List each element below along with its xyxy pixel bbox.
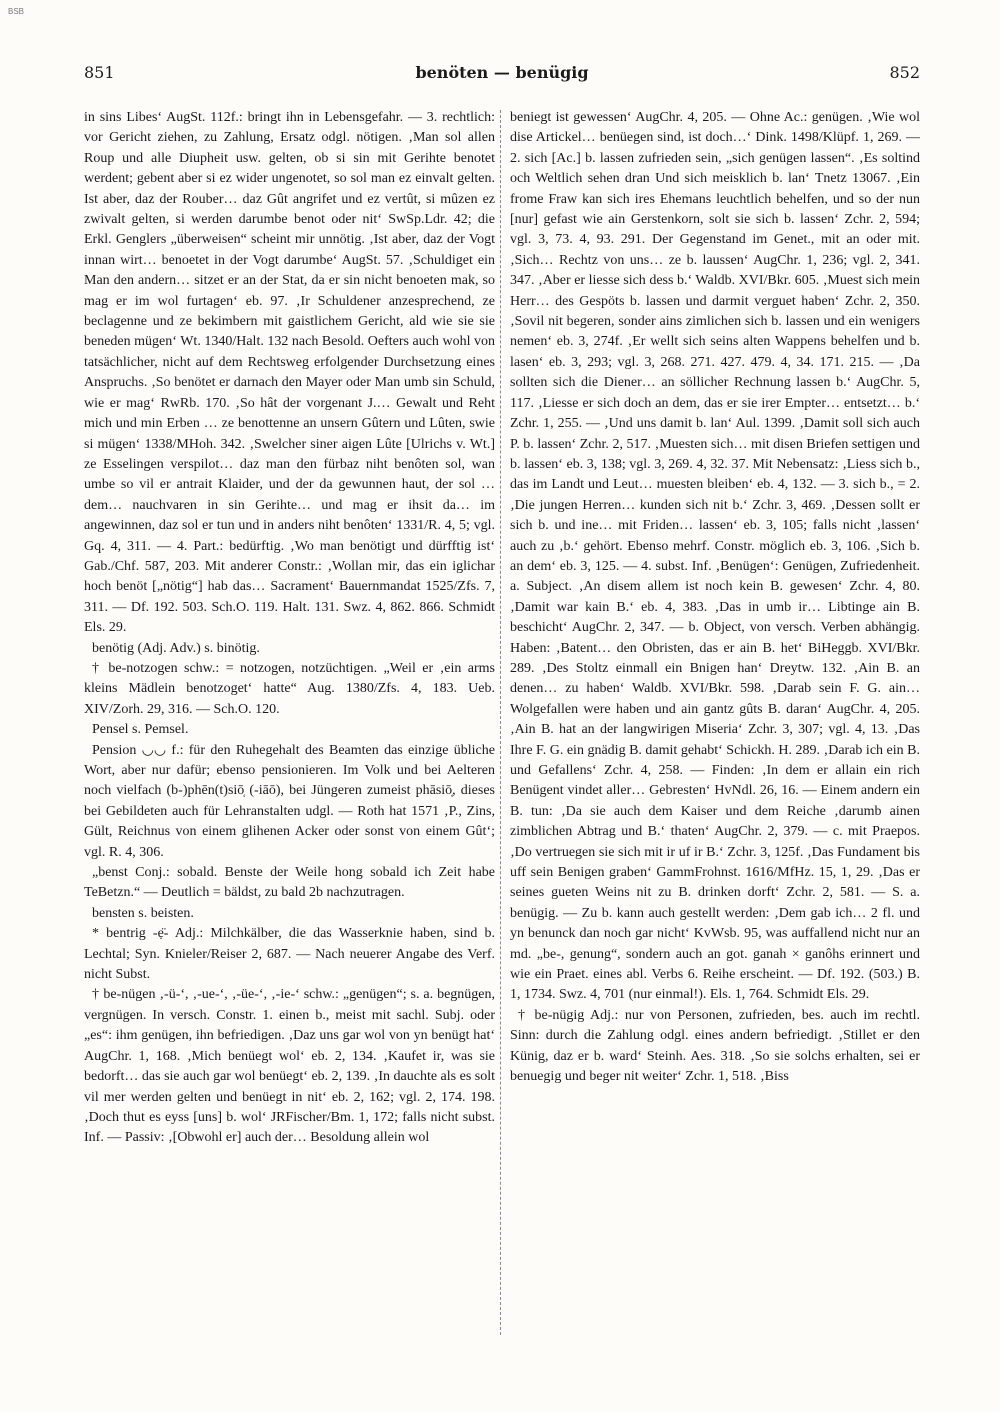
entry-benotzogen: † be-notzogen schw.: = notzogen, notzüchtigen. „Weil er ‚ein arms kleins Mädlein benotzoget‘ hatte“ Aug. 1380/Zfs. 4, 183. Ueb. XIV/Zorh. 29, 316. — Sch.O. 120. [84, 660, 495, 717]
entry-benuegig: † be-nügig Adj.: nur von Personen, zufrieden, bes. auch im rechtl. Sinn: durch die Zahlung odgl. eines andern befriedigt. ‚Stillet er den Künig, daz er b. ward‘ Steinh. Aes. 318. ‚So sie solchs erhalten, sei er benuegig und beger nit weiter‘ Zchr. 1, 518. ‚Biss [510, 1007, 920, 1085]
entry-benst: „benst Conj.: sobald. Benste der Weile hong sobald ich Zeit habe TeBetzn.“ — Deutlich = bäldst, zu bald 2b nachzutragen. [84, 865, 495, 901]
left-column [84, 108, 495, 1338]
column-divider [500, 110, 501, 1335]
entry-benoetig: benötig (Adj. Adv.) s. binötig. [92, 640, 260, 656]
right-column [510, 108, 920, 1338]
right-paragraph: beniegt ist gewessen‘ AugChr. 4, 205. — Ohne Ac.: genügen. ‚Wie wol dise Artickel… benüegen sind, ist doch…‘ Dink. 1498/Klüpf. 1, 269. — 2. sich [Ac.] b. lassen zufrieden sein, „sich genügen lassen“. ‚Es soltind och Weltlich sehen dran Und sich meisklich b. lan‘ Tnetz 13067. ‚Ein frome Fraw kan sich ires Ehemans leuchtlich behelfen, und so der nun [nur] gefast wie ain Gerstenkorn, solt sie sich b. lassen‘ Zchr. 2, 594; vgl. 3, 73. 4, 93. 291. Der Gegenstand im Genet., mit an oder mit. ‚Sich… Rechtz von uns… ze b. laussen‘ AugChr. 1, 236; vgl. 2, 341. 347. ‚Aber er liesse sich dess b.‘ Waldb. XVI/Bkr. 605. ‚Muest sich mein Herr… des Gespöts b. lassen und darmit verguet haben‘ Zchr. 2, 350. ‚Sovil nit begeren, sonder ains zimlichen sich b. lassen und ein wenigers nemen‘ eb. 3, 274f. ‚Er wellt sich seins alten Wappens behelfen und b. lasen‘ eb. 3, 293; vgl. 3, 268. 271. 427. 479. 4, 34. 171. 215. — ‚Da sollten sich die Diener… an söllicher Rechnung lassen b.‘ AugChr. 5, 117. ‚Liesse er sich doch an dem, das er sie irer Empter… entsetzt… b.‘ Zchr. 1, 255. — ‚Und uns damit b. lan‘ Aul. 1399. ‚Damit soll sich auch P. b. lassen‘ Zchr. 2, 517. ‚Muesten sich… mit disen Briefen settigen und b. lassen‘ eb. 3, 138; vgl. 3, 269. 4, 32. 37. Mit Nebensatz: ‚Liess sich b., das im Landt und Leut… muesten bleiben‘ eb. 4, 132. — 3. sich b., = 2. ‚Die jungen Herren… kunden sich nit b.‘ Zchr. 3, 469. ‚Dessen sollt er sich b. und ine… mit Friden… lassen‘ eb. 3, 105; falls nicht ‚lassen‘ auch zu ‚b.‘ gehört. Ebenso mehrf. Constr. möglich eb. 3, 106. ‚Sich b. an dem‘ eb. 3, 125. — 4. subst. Inf. ‚Benügen‘: Genügen, Zufriedenheit. a. Subject. ‚An disem allem ist noch kein B. gewesen‘ Zchr. 4, 80. ‚Damit war kain B.‘ eb. 4, 383. ‚Das in umb ir… Libtinge ain B. beschicht‘ AugChr. 2, 347. — b. Object, von versch. Verben abhängig. Haben: ‚Batent… den Obristen, das er ain B. het‘ BiHeggb. XVI/Bkr. 289. ‚Des Stoltz einmall ein Bnigen han‘ Dreytw. 132. ‚Ain B. an denen… zu haben‘ Waldb. XVI/Bkr. 598. ‚Darab sein F. G. ain… Wolgefallen were haben und ain gantz gûts B. daran‘ AugChr. 4, 205. ‚Ain B. hat an der langwirigen Miseria‘ Zchr. 3, 307; vgl. 4, 13. ‚Das Ihre F. G. ein gnädig B. damit gehabt‘ Schickh. H. 289. ‚Darab ich ein B. und Gefallens‘ Zchr. 4, 258. — Finden: ‚In dem er allain ein rich Benügent vindet aller… Gebresten‘ HvNdl. 26, 16. — Einem andern ein B. tun: ‚Da sie auch dem Kaiser und dem Reiche ‚darumb ainen zimblichen Abtrag und B.‘ thaten‘ AugChr. 2, 379. — c. mit Praepos. ‚Do vertruegen sie sich mit ir uf ir B.‘ Zchr. 3, 125f. ‚Das Fundament bis uff sein Benigen graben‘ GammFrohnst. 1616/MfHz. 15, 1, 29. ‚Das er seines gueten Weins nit zu B. drinken dorft‘ Zchr. 2, 581. — S. a. benügig. — Zu b. kann auch gestellt werden: ‚Dem gab ich… 2 fl. und yn benunck dan noch gar nicht‘ KvWsb. 95, was auffallend nicht nur an md. „be-, genung“, sondern auch an got. ganah × ganôhs erinnert und wie ein Praet. eines abl. Verbs 6. Reihe erscheint. — Df. 192. (503.) B. 1, 1734. Swz. 4, 701 (nur einmal!). Els. 1, 764. Schmidt Els. 29. [510, 110, 920, 1003]
page-number-right: 852 [889, 63, 920, 82]
entry-benuegen: † be-nügen ‚-ü-‘, ‚-ue-‘, ‚-üe-‘, ‚-ie-‘ schw.: „genügen“; s. a. begnügen, vergnügen. In versch. Constr. 1. einen b., meist mit sachl. Subj. oder „es“: ihm genügen, ihn befriedigen. ‚Daz uns gar wol von yn benügt hat‘ AugChr. 1, 168. ‚Mich benüegt wol‘ eb. 2, 134. ‚Kaufet ir, was sie bedorft… das sie auch gar wol benüegt‘ eb. 2, 139. ‚In dauchte als es solt vil mer werden gelten und benüegt in nit‘ eb. 2, 162; vgl. 2, 174. 198. ‚Doch thut es eyss [uns] b. wol‘ JRFischer/Bm. 1, 172; falls nicht subst. Inf. — Passiv: ‚[Obwohl er] auch der… Besoldung allein wol [84, 987, 495, 1146]
running-title: benöten — benügig [415, 63, 589, 82]
left-paragraph: in sins Libes‘ AugSt. 112f.: bringt ihn in Lebensgefahr. — 3. rechtlich: vor Gericht ziehen, zu Zahlung, Ersatz odgl. nötigen. ‚Man sol allen Roup und alle Diupheit usw. gelten, ob si sin mit Gerihte benotet werdent; gebent aber si ez wider ungenotet, so sol man ez einvalt gelten. Ist aber, daz der Rouber… daz Gût angrifet und ez vertût, si mûzen ez zwivalt gelten, si werden darumbe benot oder nit‘ SwSp.Ldr. 42; die Erkl. Genglers „überweisen“ scheint mir unnötig. ‚Ist aber, daz der Vogt innan wirt… benoetet in der Vogt darumbe‘ AugSt. 57. ‚Schuldiget ein Man den andern… sitzet er an der Stat, da er sin nicht benoeten mak, so mag er im wol furtagen‘ eb. 97. ‚Ir Schuldener anzesprechend, ze beclagenne und ze bekimbern mit gaistlichem Gericht, ald wie sie sie beneden mügen‘ Wt. 1340/Halt. 132 nach Besold. Oefters auch wohl von tatsächlicher, nicht auf dem Rechtsweg erfolgender Durchsetzung eines Anspruchs. ‚So benötet er darnach den Mayer oder Man umb sin Schuld, wie er mag‘ RwRb. 170. ‚So hât der vorgenant J.… Gewalt und Reht mich und min Erben … ze benottenne an unsern Gûtern und Lûten, swie si mügen‘ 1338/MHoh. 342. ‚Swelcher siner aigen Lûte [Ulrichs v. Wt.] ze Esselingen verspilot… daz man den fürbaz niht benôten sol, wan umbe so vil er antrait Klaider, und der da gewunnen haut, der sol … dem… nauchvaren in sin Gerihte… und mag er ihsit da… im angewinnen, daz sol er tun und in anders niht benôten‘ 1331/R. 4, 5; vgl. Gq. 4, 311. — 4. Part.: bedürftig. ‚Wo man benötigt und dürfftig ist‘ Gab./Chf. 587, 203. Mit anderer Constr.: ‚Wollan mir, das ein iglichar hoch benöt [„nötig“] hab das… Sacrament‘ Bauernmandat 1525/Zfs. 7, 311. — Df. 192. 503. Sch.O. 119. Halt. 131. Swz. 4, 862. 866. Schmidt Els. 29. [84, 110, 495, 636]
entry-bentrig: * bentrig -ẹ̈- Adj.: Milchkälber, die das Wasserknie haben, sind b. Lechtal; Syn. Knieler/Reiser 2, 687. — Nach neuerer Angabe des Verf. nicht Subst. [84, 926, 495, 983]
page-header [84, 63, 920, 87]
entry-bensten: bensten s. beisten. [92, 905, 194, 921]
library-stamp: BSB [8, 7, 25, 16]
entry-pensel: Pensel s. Pemsel. [92, 722, 189, 738]
entry-pension: Pension ◡◡ f.: für den Ruhegehalt des Beamten das einzige übliche Wort, aber nur dafür; ebenso pensionieren. Im Volk und bei Aelteren noch vielfach (b-)phēn(t)siō̜ (-iāō), bei Jüngeren zumeist phāsiō̜, dieses bei Gebildeten auch für Lehranstalten udgl. — Roth hat 1571 ‚P., Zins, Gült, Reichnus von einem glihenen Acker oder sonst von einem Gût‘; vgl. R. 4, 306. [84, 742, 495, 860]
page-number-left: 851 [84, 63, 115, 82]
